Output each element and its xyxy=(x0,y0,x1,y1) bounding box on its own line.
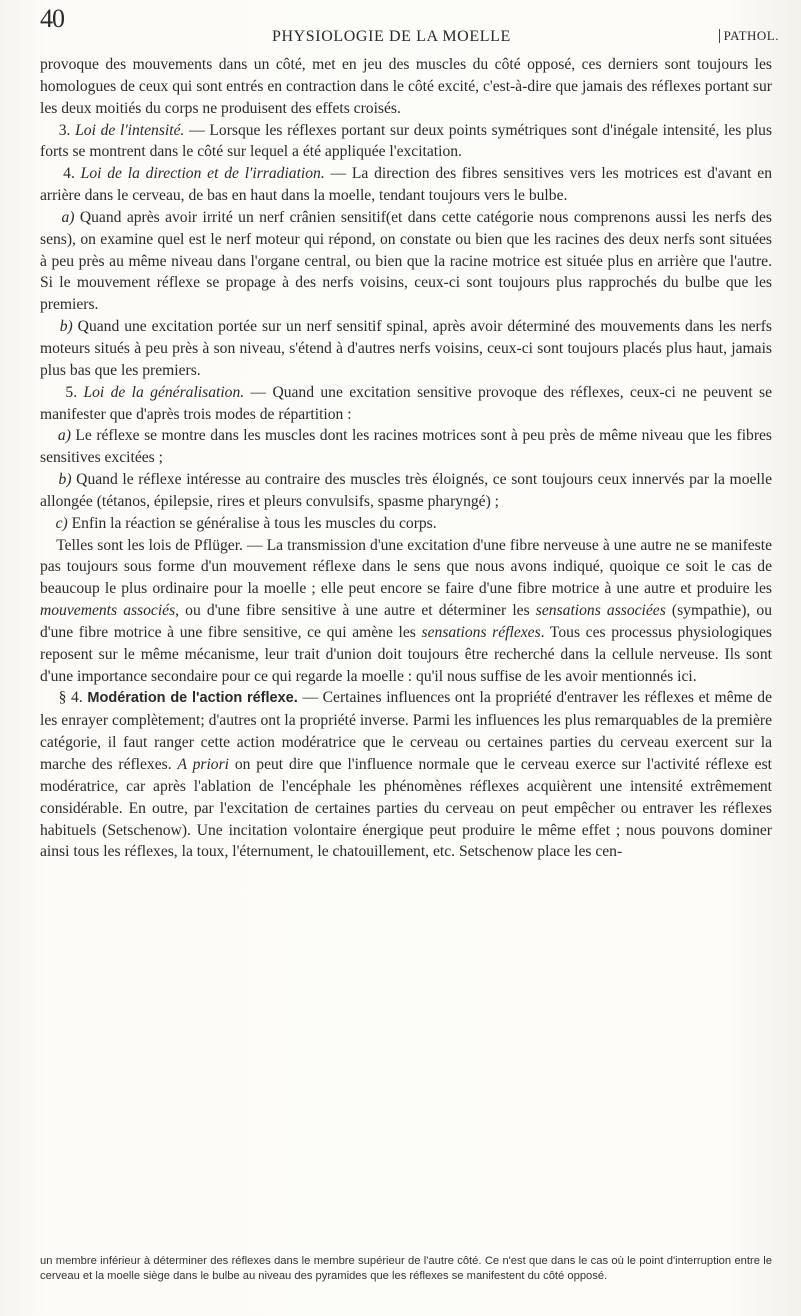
paragraph-title: Loi de l'intensité. xyxy=(75,121,185,139)
paragraph-pfluger-laws xyxy=(40,535,772,688)
page-number: 40 xyxy=(40,4,64,33)
paragraph-text: — La direction des fibres sensitives vers les motrices est d'avant en arrière dans le cerveau, de bas en haut dans la moelle, tendant toujours vers le bulbe. xyxy=(40,165,773,205)
section-heading: Modération de l'action réflexe. xyxy=(87,690,298,707)
running-title: PHYSIOLOGIE DE LA MOELLE xyxy=(272,28,511,45)
paragraph-law-direction xyxy=(40,163,772,207)
emphasis-term: A priori xyxy=(177,756,229,773)
paragraph-text: Enfin la réaction se généralise à tous les muscles du corps. xyxy=(67,514,437,532)
paragraph-title: Loi de la généralisation. xyxy=(83,383,245,401)
paragraph-label: a) xyxy=(57,427,71,445)
footnote: un membre inférieur à déterminer des réflexes dans le membre supérieur de l'autre côté. Ce n'est que dans le cas où le point d'interruption entre le cerveau et la moelle siège dans le bulbe au niveau des pyramides que les réflexes se manifestent du côté opposé. xyxy=(40,1255,772,1282)
paragraph-text: Telles sont les lois de Pflüger. — La transmission d'une excitation d'une fibre nerveuse à une autre ne se manifeste pas toujours sous forme d'un mouvement réflexe dans le sens que nous avons indiqué, quoique ce soit le cas de beaucoup le plus ordinaire pour la moelle ; elle peut encore se faire d'une fibre motrice à une autre et produire les xyxy=(40,536,773,598)
section-tag-label: PATHOL. xyxy=(723,28,779,43)
paragraph-text: Le réflexe se montre dans les muscles dont les racines motrices sont à peu près de même niveau que les fibres sensitives excitées ; xyxy=(40,427,773,467)
paragraph-label: b) xyxy=(59,318,73,336)
emphasis-term: sensations associées xyxy=(535,602,666,620)
paragraph-label: a) xyxy=(61,208,75,226)
paragraph-label: c) xyxy=(55,514,68,532)
paragraph-direction-a xyxy=(40,207,772,316)
paragraph-law-generalisation xyxy=(40,382,772,426)
paragraph-text: — Lorsque les réflexes portant sur deux points symétriques sont d'inégale intensité, les plus forts se montrent dans le côté sur lequel a été appliquée l'excitation. xyxy=(40,121,773,161)
paragraph-direction-b xyxy=(40,316,772,382)
page-header xyxy=(40,4,779,44)
paragraph-text: . Tous ces processus physiologiques reposent sur le même mécanisme, leur trait d'union doit toujours être recherché dans la cellule nerveuse. Ils sont d'une importance secondaire pour ce qui regarde la moelle : qu'il nous suffise de les avoir mentionnés ici. xyxy=(40,623,772,685)
paragraph-number: 3. xyxy=(58,121,76,139)
emphasis-term: sensations réflexes xyxy=(421,623,541,641)
section-tag xyxy=(719,28,779,44)
paragraph-text: Quand une excitation portée sur un nerf sensitif spinal, après avoir déterminé des mouvements dans les nerfs moteurs situés à peu près à son niveau, s'étend à d'autres nerfs voisins, ceux-ci sont toujours placés plus haut, jamais plus bas que les premiers. xyxy=(40,318,772,379)
paragraph-title: Loi de la direction et de l'irradiation. xyxy=(80,165,325,183)
paragraph-continuation xyxy=(40,54,772,120)
paragraph-text: on peut dire que l'influence normale que le cerveau exerce sur l'activité réflexe est modératrice, car après l'ablation de l'encéphale les phénomènes réflexes acquièrent une intensité extrêmement considérable. En outre, par l'excitation de certaines parties du cerveau on peut empêcher ou entraver les réflexes habituels (Setschenow). Une incitation volontaire énergique peut produire le même effet ; nous pouvons dominer ainsi tous les réflexes, la toux, l'éternument, le chatouillement, etc. Setschenow place les cen- xyxy=(40,756,772,861)
paragraph-text: , ou d'une fibre sensitive à une autre et déterminer les xyxy=(175,602,536,620)
paragraph-text: provoque des mouvements dans un côté, met en jeu des muscles du côté opposé, ces derniers sont toujours les homologues de ceux qui sont entrés en contraction dans le côté excité, c'est-à-dire que jamais des réflexes portant sur les deux moitiés du corps ne produisent des effets croisés. xyxy=(40,56,772,117)
paragraph-text: — Certaines influences ont la propriété d'entraver les réflexes et même de les enrayer complètement; d'autres ont la propriété inverse. Parmi les influences les plus remarquables de la première catégorie, il faut ranger cette action modératrice que le cerveau ou certaines parties du cerveau exercent sur la marche des réflexes. xyxy=(40,689,773,773)
paragraph-law-intensity xyxy=(40,120,772,164)
paragraph-number: 5. xyxy=(65,383,84,401)
bracket-mark xyxy=(719,29,720,43)
paragraph-text: — Quand une excitation sensitive provoque des réflexes, ceux-ci ne peuvent se manifester que d'après trois modes de répartition : xyxy=(40,383,772,423)
paragraph-generalisation-a xyxy=(40,425,772,469)
body-text xyxy=(40,54,772,863)
paragraph-text: (sympathie), ou d'une fibre motrice à une fibre sensitive, ce qui amène les xyxy=(40,602,773,641)
emphasis-term: mouvements associés xyxy=(40,602,176,620)
paragraph-text: Quand après avoir irrité un nerf crânien sensitif(et dans cette catégorie nous comprenons aussi les nerfs des sens), on examine quel est le nerf moteur qui répond, on constate ou bien que les racines des deux nerfs sont situées à peu près au même niveau dans l'organe central, ou bien que la racine motrice est située plus en arrière que l'autre. Si le mouvement réflexe se propage à des nerfs voisins, ceux-ci sont toujours plus rapprochés du bulbe que les premiers. xyxy=(40,208,773,314)
section-number: § 4. xyxy=(58,689,88,707)
paragraph-text: Quand le réflexe intéresse au contraire des muscles très éloignés, ce sont toujours ceux innervés par la moelle allongée (tétanos, épilepsie, rires et pleurs convulsifs, spasme pharyngé) ; xyxy=(40,471,772,510)
paragraph-generalisation-b xyxy=(40,469,772,513)
paragraph-generalisation-c xyxy=(40,513,772,535)
paragraph-reflex-moderation xyxy=(40,687,772,863)
paragraph-label: b) xyxy=(58,471,72,489)
paragraph-number: 4. xyxy=(63,165,81,183)
